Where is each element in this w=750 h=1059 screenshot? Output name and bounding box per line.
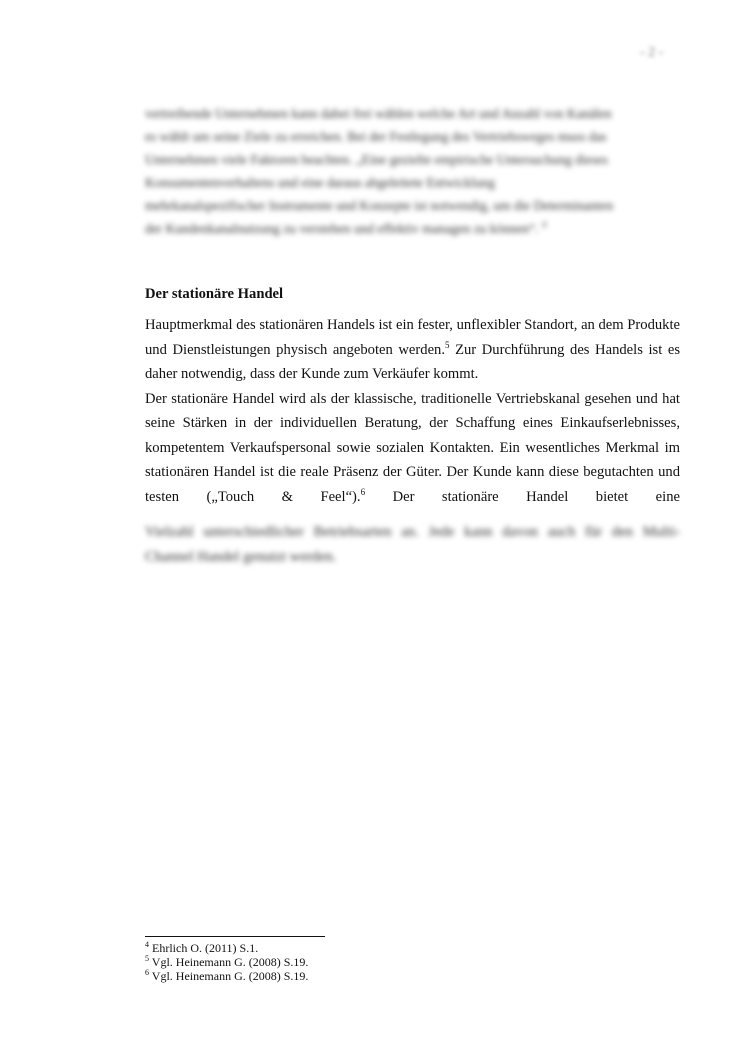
blurred-line: Channel Handel genutzt werden.: [145, 548, 337, 565]
footnote-ref: 4: [541, 219, 547, 230]
section-heading: Der stationäre Handel: [145, 286, 284, 302]
footnote: [145, 969, 308, 983]
page-number: - 2 -: [640, 45, 664, 60]
footnote-ref: 6: [360, 486, 366, 497]
section-body: [145, 313, 680, 509]
paragraph-text: Der stationäre Handel wird als der klassische, traditionelle Vertriebskanal gesehen und hat seine Stärken in der individuellen Beratung, der Schaffung eines Einkaufserlebnisses, kompetentem Verkaufspersonal sowie sozialen Kontakten. Ein wesentliches Merkmal im stationären Handel ist die reale Präsenz der Güter. Der Kunde kann diese begutachten und testen („Touch & Feel“).: [145, 390, 680, 505]
footnote: [145, 941, 308, 955]
footnote-number: 4: [145, 940, 149, 949]
footnote-divider: [145, 936, 325, 937]
footnote-ref: 5: [445, 339, 450, 350]
paragraph-1: [145, 313, 680, 387]
paragraph-text: Der stationäre Handel bietet eine: [365, 488, 680, 505]
blurred-line: mehrkanalspezifischer Instrumente und Konzepte ist notwendig, um die Determinanten: [145, 198, 614, 213]
footnote-text: Ehrlich O. (2011) S.1.: [149, 941, 259, 955]
footnote-text: Vgl. Heinemann G. (2008) S.19.: [149, 955, 309, 969]
footnotes: [145, 941, 308, 983]
paragraph-2: [145, 387, 680, 510]
paragraph-text: Hauptmerkmal des stationären Handels ist ein fester, unflexibler Standort, an dem Produkte und Dienstleistungen physisch angeboten werden.: [145, 317, 680, 358]
paragraph-text: Zur Durchführung des Handels ist es daher notwendig, dass der Kunde zum Verkäufer kommt.: [145, 341, 681, 382]
blurred-line: [145, 217, 680, 240]
footnote-number: 6: [145, 968, 149, 977]
footnote: [145, 955, 308, 969]
blurred-line: es wählt um seine Ziele zu erreichen. Bei der Festlegung des Vertriebsweges muss das: [145, 129, 607, 144]
blurred-line: Unternehmen viele Faktoren beachten. „Eine gezielte empirische Untersuchung dieses: [145, 152, 608, 167]
footnote-number: 5: [145, 954, 149, 963]
blurred-paragraph-bottom: [145, 520, 680, 569]
footnote-text: Vgl. Heinemann G. (2008) S.19.: [149, 969, 309, 983]
blurred-line: vertreibende Unternehmen kann dabei frei wählen welche Art und Anzahl von Kanälen: [145, 106, 612, 121]
blurred-line: Vielzahl unterschiedlicher Betriebsarten an. Jede kann davon auch für den Multi-: [145, 524, 680, 540]
blurred-line: Konsumentenverhaltens und eine daraus abgeleitete Entwicklung: [145, 175, 495, 190]
blurred-line-text: der Kundenkanalnutzung zu verstehen und effektiv managen zu können“.: [145, 221, 539, 236]
blurred-paragraph-top: [145, 102, 680, 240]
